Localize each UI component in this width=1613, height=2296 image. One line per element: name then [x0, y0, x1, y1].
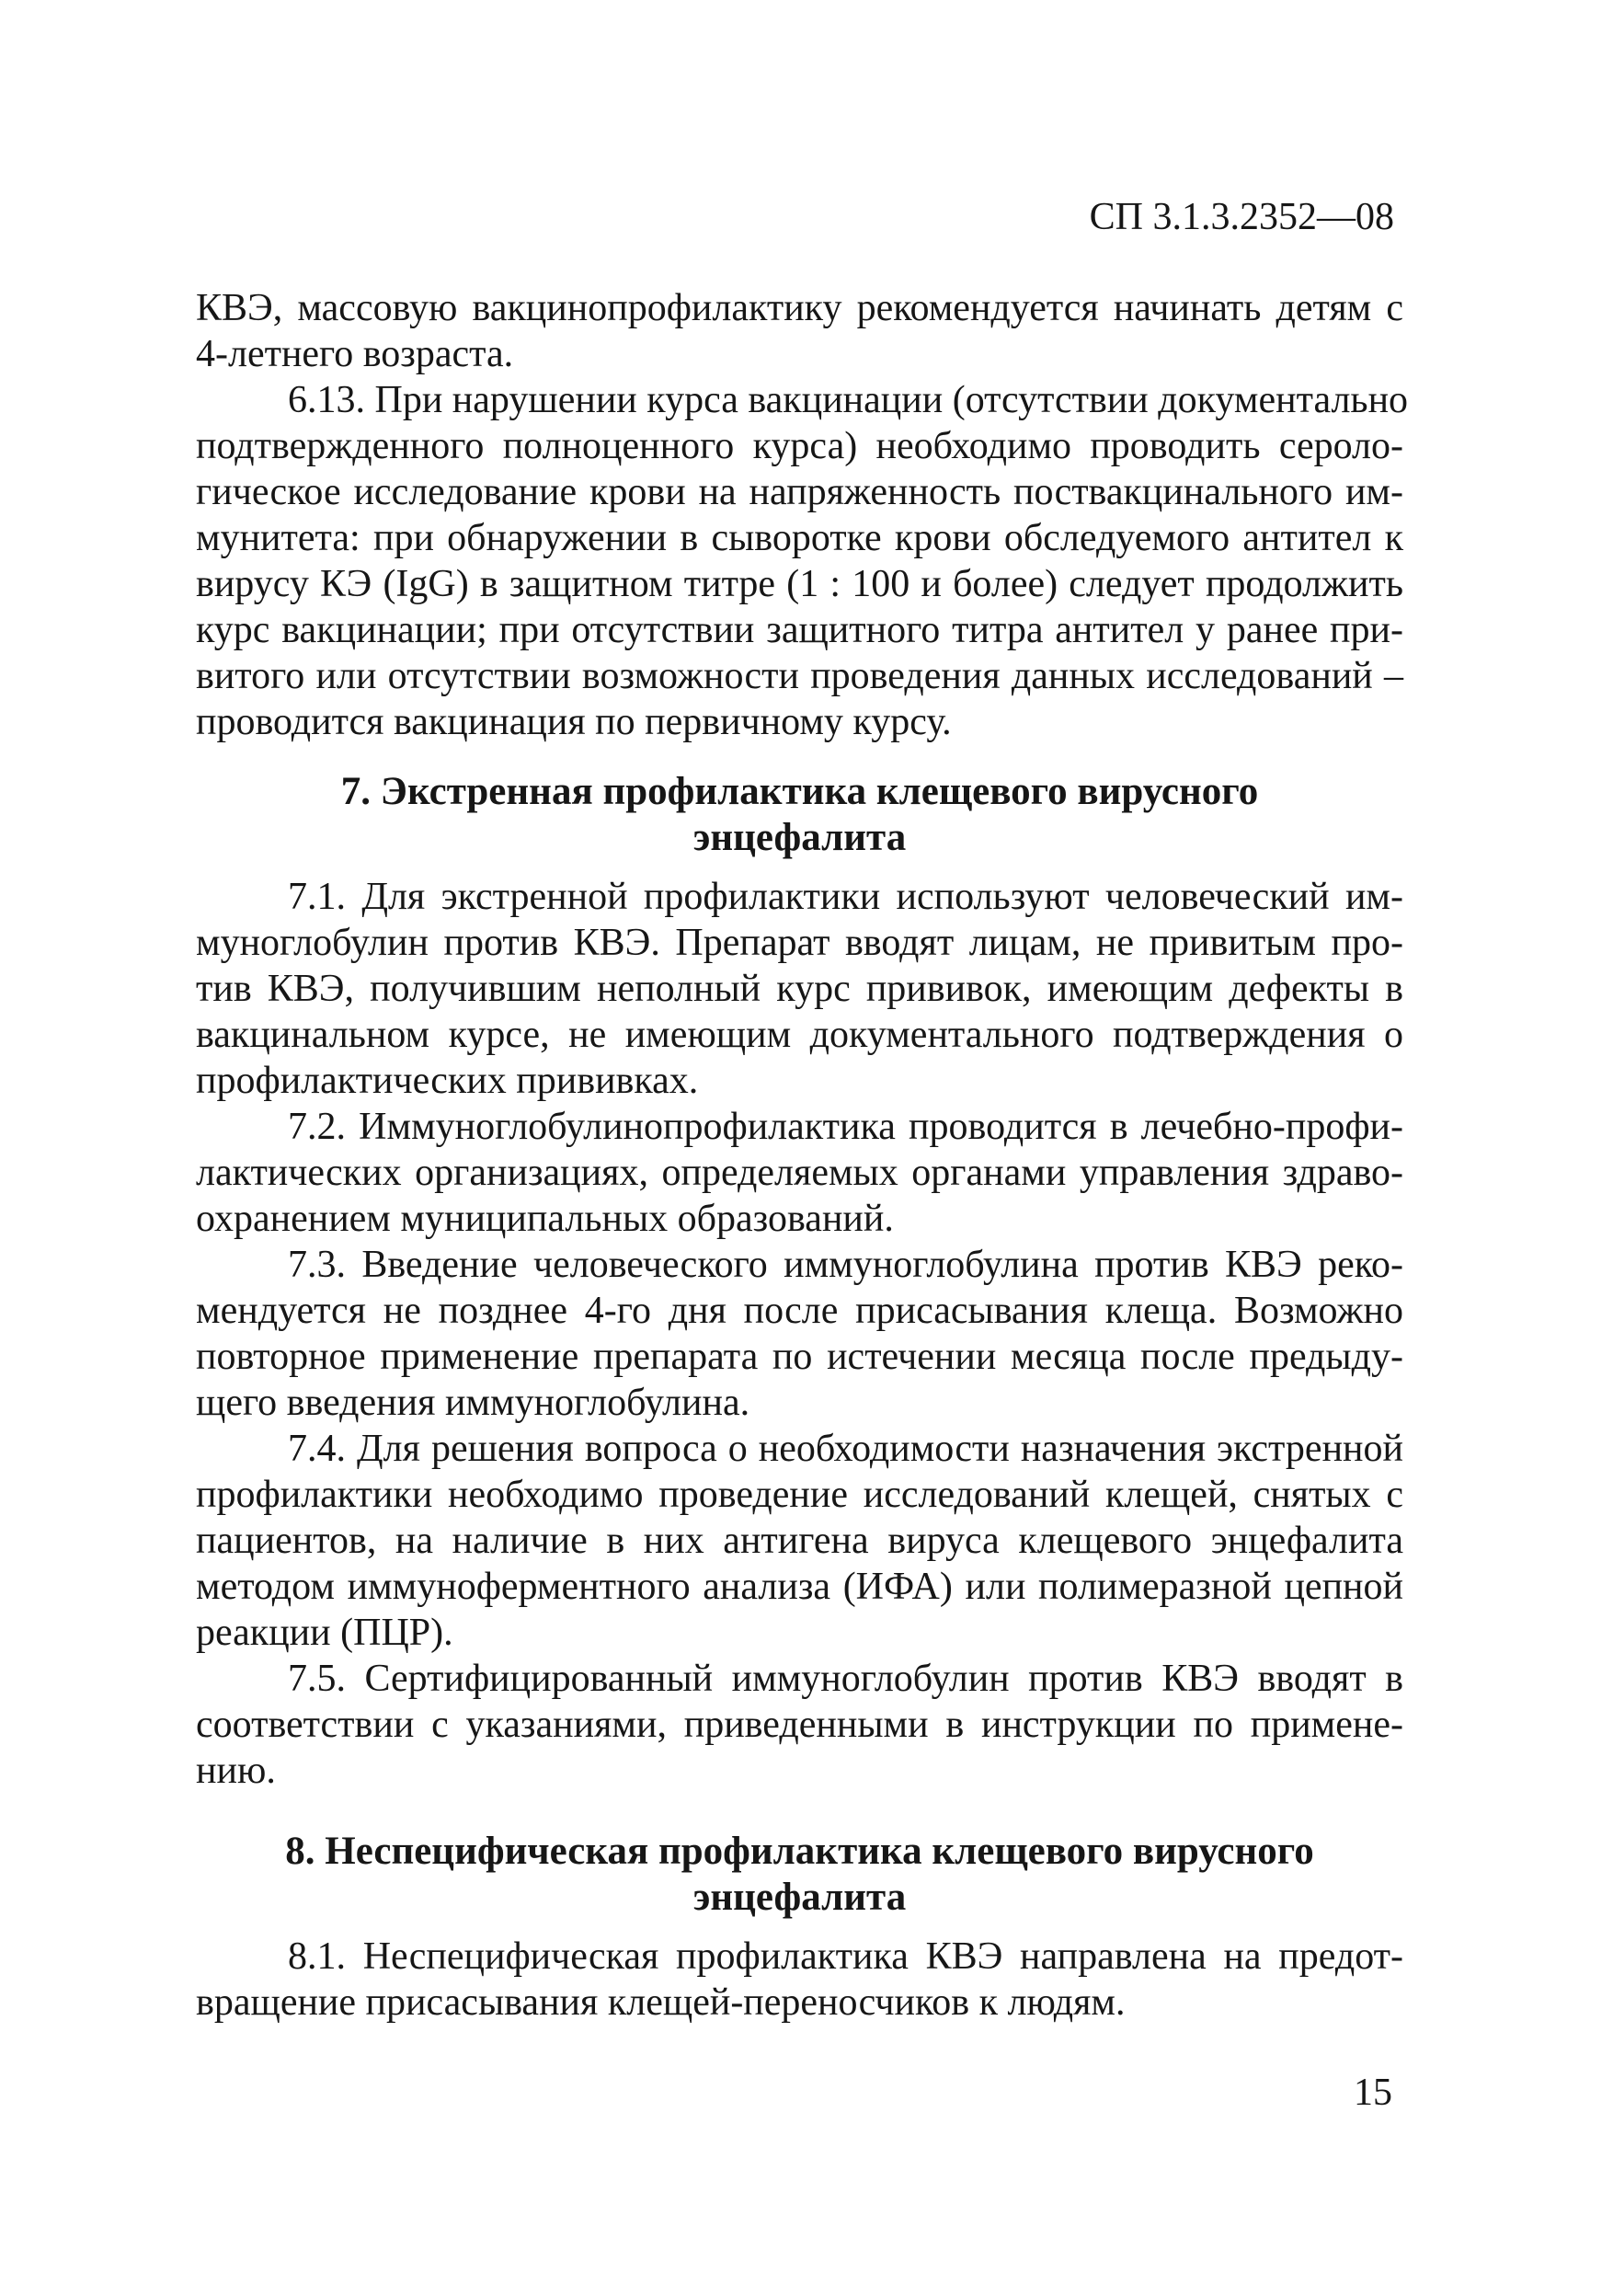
- page-number: 15: [1354, 2072, 1392, 2114]
- text-line: 4-летнего возраста.: [196, 333, 514, 375]
- text-line: реакции (ПЦР).: [196, 1612, 453, 1654]
- section-8-title: [196, 1829, 1403, 1921]
- paragraph-6-13: [196, 377, 1409, 745]
- text-line: профилактических прививках.: [196, 1060, 699, 1102]
- section-7-title: [196, 769, 1403, 861]
- paragraph-7-1: [196, 874, 1403, 1104]
- paragraph-8-1: [196, 1934, 1403, 2026]
- text-line: лактических организациях, определяемых органами управления здраво-: [196, 1152, 1403, 1194]
- text-line: щего введения иммуноглобулина.: [196, 1382, 750, 1424]
- text-line: пациентов, на наличие в них антигена вируса клещевого энцефалита: [196, 1520, 1403, 1562]
- paragraph-7-2: [196, 1104, 1403, 1242]
- text-line: 7.1. Для экстренной профилактики используют человеческий им-: [288, 876, 1403, 918]
- text-line: тив КВЭ, получившим неполный курс прививок, имеющим дефекты в: [196, 968, 1403, 1010]
- title-line: 7. Экстренная профилактика клещевого вирусного: [340, 770, 1259, 813]
- text-line: 7.5. Сертифицированный иммуноглобулин против КВЭ вводят в: [288, 1658, 1403, 1700]
- text-line: охранением муниципальных образований.: [196, 1198, 894, 1240]
- text-line: нию.: [196, 1750, 276, 1792]
- text-line: гическое исследование крови на напряженность поствакцинального им-: [196, 471, 1403, 513]
- text-line: муноглобулин против КВЭ. Препарат вводят лицам, не привитым про-: [196, 922, 1403, 964]
- text-line: вращение присасывания клещей-переносчиков к людям.: [196, 1981, 1126, 2024]
- text-line: КВЭ, массовую вакцинопрофилактику рекомендуется начинать детям с: [196, 287, 1403, 329]
- paragraph-7-5: [196, 1656, 1403, 1794]
- document-code: СП 3.1.3.2352—08: [1089, 196, 1394, 238]
- text-line: подтвержденного полноценного курса) необходимо проводить сероло-: [196, 425, 1403, 467]
- text-line: вакцинальном курсе, не имеющим документального подтверждения о: [196, 1014, 1403, 1056]
- text-line: повторное применение препарата по истечении месяца после предыду-: [196, 1336, 1403, 1378]
- paragraph-7-4: [196, 1426, 1403, 1656]
- text-line: витого или отсутствии возможности проведения данных исследований –: [196, 655, 1403, 697]
- text-line: 8.1. Неспецифическая профилактика КВЭ направлена на предот-: [288, 1935, 1403, 1978]
- title-line: энцефалита: [692, 1876, 907, 1919]
- text-line: проводится вакцинация по первичному курсу.: [196, 701, 952, 743]
- text-line: методом иммуноферментного анализа (ИФА) или полимеразной цепной: [196, 1566, 1403, 1608]
- text-line: вирусу КЭ (IgG) в защитном титре (1 : 100 и более) следует продолжить: [196, 563, 1403, 605]
- title-line: 8. Неспецифическая профилактика клещевого вирусного: [285, 1830, 1314, 1873]
- text-line: курс вакцинации; при отсутствии защитного титра антител у ранее при-: [196, 609, 1403, 651]
- text-line: мунитета: при обнаружении в сыворотке крови обследуемого антител к: [196, 517, 1403, 559]
- paragraph-7-3: [196, 1242, 1403, 1426]
- paragraph-intro: [196, 285, 1403, 377]
- text-line: 7.4. Для решения вопроса о необходимости назначения экстренной: [288, 1428, 1403, 1470]
- text-line: мендуется не позднее 4-го дня после присасывания клеща. Возможно: [196, 1290, 1403, 1332]
- document-body: [196, 285, 1409, 2026]
- text-line: 7.3. Введение человеческого иммуноглобулина против КВЭ реко-: [288, 1244, 1403, 1286]
- text-line: 7.2. Иммуноглобулинопрофилактика проводится в лечебно-профи-: [288, 1106, 1403, 1148]
- text-line: соответствии с указаниями, приведенными в инструкции по примене-: [196, 1704, 1403, 1746]
- text-line: 6.13. При нарушении курса вакцинации (отсутствии документально: [288, 379, 1409, 421]
- text-line: профилактики необходимо проведение исследований клещей, снятых с: [196, 1474, 1403, 1516]
- title-line: энцефалита: [692, 816, 907, 859]
